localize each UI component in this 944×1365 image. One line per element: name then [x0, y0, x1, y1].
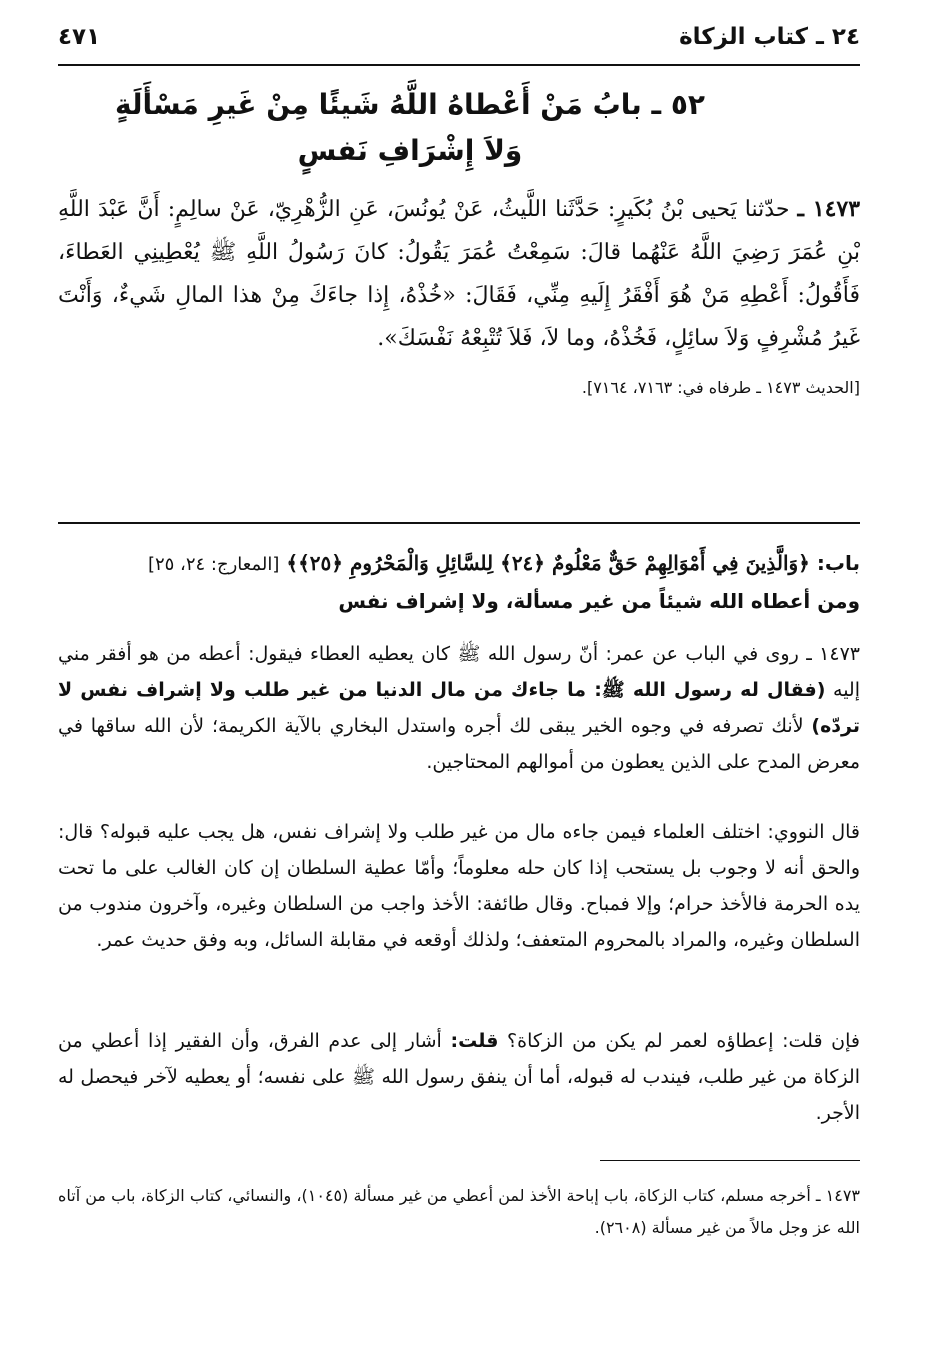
footnote: ١٤٧٣ ـ أخرجه مسلم، كتاب الزكاة، باب إباحة الأخذ لمن أعطي من غير مسألة (١٠٤٥)، والنسائي، كتاب الزكاة، باب من آتاه الله عز وجل مالاً من غير مسألة (٢٦٠٨). [58, 1186, 860, 1237]
header-divider [58, 64, 860, 66]
page-number: ٤٧١ [58, 24, 101, 50]
commentary-heading-line2: ومن أعطاه الله شيئاً من غير مسألة، ولا إشراف نفس [338, 589, 860, 613]
commentary-paragraph-3 [58, 1023, 860, 1131]
hadith-reference: [الحديث ١٤٧٣ ـ طرفاه في: ٧١٦٣، ٧١٦٤]. [581, 378, 860, 397]
paragraph-bold-text: (فقال له رسول الله ﷺ: ما جاءك من مال الدنيا من غير طلب ولا إشراف نفس لا تردّه) [58, 679, 860, 737]
commentary-paragraph-1 [58, 636, 860, 780]
paragraph-text: لأنك تصرفه في وجوه الخير يبقى لك أجره واستدل البخاري بالآية الكريمة؛ لأن الله ساقها في معرض المدح على الذين يعطون من أموالهم المحتاجين. [58, 715, 860, 773]
verse-reference: [المعارج: ٢٤، ٢٥] [147, 554, 280, 575]
commentary-bab-label: باب: [816, 551, 860, 575]
chapter-title: ٢٤ ـ كتاب الزكاة [679, 24, 860, 50]
paragraph-text: ١٤٧٣ ـ روى في الباب عن عمر: أنّ رسول الله ﷺ كان يعطيه العطاء فيقول: أعطه من هو أفقر مني إليه [58, 643, 860, 701]
hadith-text [58, 188, 860, 360]
bab-heading [100, 82, 720, 174]
commentary-heading [58, 545, 860, 619]
commentary-paragraph-2: قال النووي: اختلف العلماء فيمن جاءه مال من غير طلب ولا إشراف نفس، هل يجب عليه قبوله؟ قال: والحق أنه لا وجوب بل يستحب إذا كان حله معلوماً؛ وأمّا عطية السلطان إن كان الغالب على ما تحت يده الحرمة فالأخذ حرام؛ وإلا فمباح. وقال طائفة: الأخذ واجب من السلطان وغيره، وآخرون مندوب من السلطان وغيره، والمراد بالمحروم المتعفف؛ ولذلك أوقعه في مقابلة السائل، وبه وفق حديث عمر. [58, 821, 860, 951]
paragraph-bold-text: قلت: [450, 1030, 499, 1052]
commentary-divider [58, 522, 860, 524]
page-header [58, 20, 860, 60]
paragraph-text: فإن قلت: إعطاؤه لعمر لم يكن من الزكاة؟ [498, 1030, 861, 1052]
bab-heading-line1: ٥٢ ـ بابُ مَنْ أَعْطاهُ اللَّهُ شَيئًا مِنْ غَيرِ مَسْأَلَةٍ [114, 88, 705, 121]
footnote-divider [600, 1160, 860, 1161]
hadith-number: ١٤٧٣ ـ [797, 196, 861, 222]
paragraph-text: أشار إلى عدم الفرق، وأن الفقير إذا أعطي من الزكاة من غير طلب، فيندب له قبوله، أما أن ينفق رسول الله ﷺ على نفسه؛ أو يعطيه لآخر فيحصل له الأجر. [58, 1030, 860, 1124]
quran-verse: ﴿وَالَّذِينَ فِي أَمْوَالِهِمْ حَقٌّ مَعْلُومٌ ﴿٢٤﴾ لِلسَّائِلِ وَالْمَحْرُومِ ﴿٢٥﴾﴾ [286, 551, 810, 575]
hadith-body: حدّثنا يَحيى بْنُ بُكَيرٍ: حَدَّثَنا اللَّيثُ، عَنْ يُونُسَ، عَنِ الزُّهْرِيّ، عَنْ سالِمٍ: أَنَّ عَبْدَ اللَّهِ بْنِ عُمَرَ رَضِيَ اللَّهُ عَنْهُما قالَ: سَمِعْتُ عُمَرَ يَقُولُ: كانَ رَسُولُ اللَّهِ ﷺ يُعْطِينِي العَطاءَ، فَأَقُولُ: أَعْطِهِ مَنْ هُوَ أَفْقَرُ إِلَيهِ مِنِّي، فَقَالَ: «خُذْهُ، إِذا جاءَكَ مِنْ هذا المالِ شَيءٌ، وَأَنْتَ غَيرُ مُشْرِفٍ وَلاَ سائِلٍ، فَخُذْهُ، وما لاَ، فَلاَ تُتْبِعْهُ نَفْسَكَ». [58, 197, 860, 351]
bab-heading-line2: وَلاَ إِشْرَافِ نَفسٍ [297, 134, 523, 167]
